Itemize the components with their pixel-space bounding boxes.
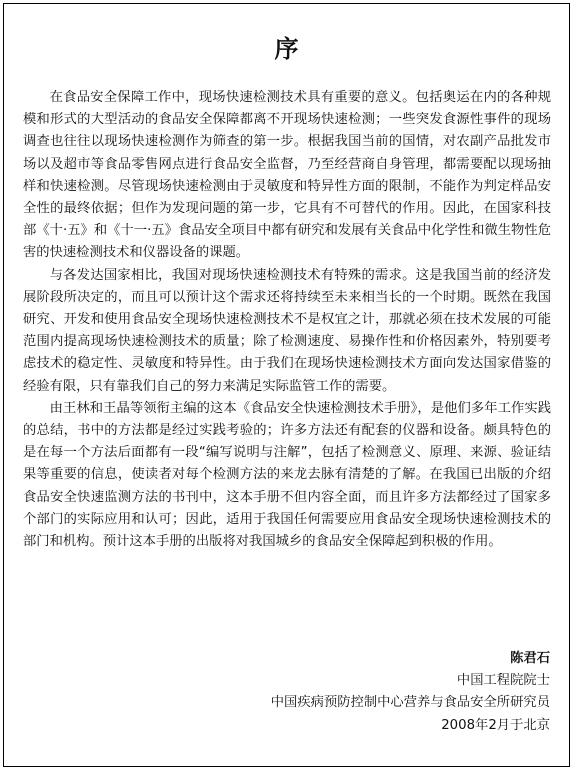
paragraph-2: 与各发达国家相比，我国对现场快速检测技术有特殊的需求。这是我国当前的经济发展阶段所决定的，而且可以预计这个需求还将持续至未来相当长的一个时期。既然在我国研究、开发和使用食品安全现场快速检测技术不是权宜之计，那就必须在技术发展的可能范围内提高现场快速检测技术的质量；除了检测速度、易操作性和价格因素外，特别要考虑技术的稳定性、灵敏度和特异性。由于我们在现场快速检测技术方面向发达国家借鉴的经验有限，只有靠我们自己的努力来满足实际监管工作的需要。	[23, 267, 551, 394]
signature-block	[271, 648, 550, 737]
page-title: 序	[274, 34, 299, 63]
signature-date: 2008年2月于北京	[441, 717, 550, 733]
document-page	[3, 3, 570, 767]
preface-body	[23, 87, 551, 553]
author-title: 中国工程院院士	[456, 673, 550, 689]
paragraph-3: 由王林和王晶等领衔主编的这本《食品安全快速检测技术手册》，是他们多年工作实践的总结，书中的方法都是经过实践考验的；许多方法还有配套的仪器和设备。颇具特色的是在每一个方法后面都有一段“编写说明与注解”，包括了检测意义、原理、来源、验证结果等重要的信息，使读者对每个检测方法的来龙去脉有清楚的了解。在我国已出版的介绍食品安全快速监测方法的书刊中，这本手册不但内容全面，而且许多方法都经过了国家多个部门的实际应用和认可；因此，适用于我国任何需要应用食品安全现场快速检测技术的部门和机构。预计这本手册的出版将对我国城乡的食品安全保障起到积极的作用。	[23, 400, 551, 550]
author-affiliation: 中国疾病预防控制中心营养与食品安全所研究员	[270, 695, 550, 711]
author-name: 陈君石	[510, 651, 550, 666]
paragraph-1: 在食品安全保障工作中，现场快速检测技术具有重要的意义。包括奥运在内的各种规模和形式的大型活动的食品安全保障都离不开现场快速检测；一些突发食源性事件的现场调查也往往以现场快速检测作为筛查的第一步。根据我国当前的国情，对农副产品批发市场以及超市等食品零售网点进行食品安全监督，乃至经营商自身管理，都需要配以现场抽样和快速检测。尽管现场快速检测由于灵敏度和特异性方面的限制，不能作为判定样品安全性的最终依据；但作为发现问题的第一步，它具有不可替代的作用。因此，在国家科技部《十·五》和《十一·五》食品安全项目中都有研究和发展有关食品中化学性和微生物性危害的快速检测技术和仪器设备的课题。	[23, 90, 551, 261]
